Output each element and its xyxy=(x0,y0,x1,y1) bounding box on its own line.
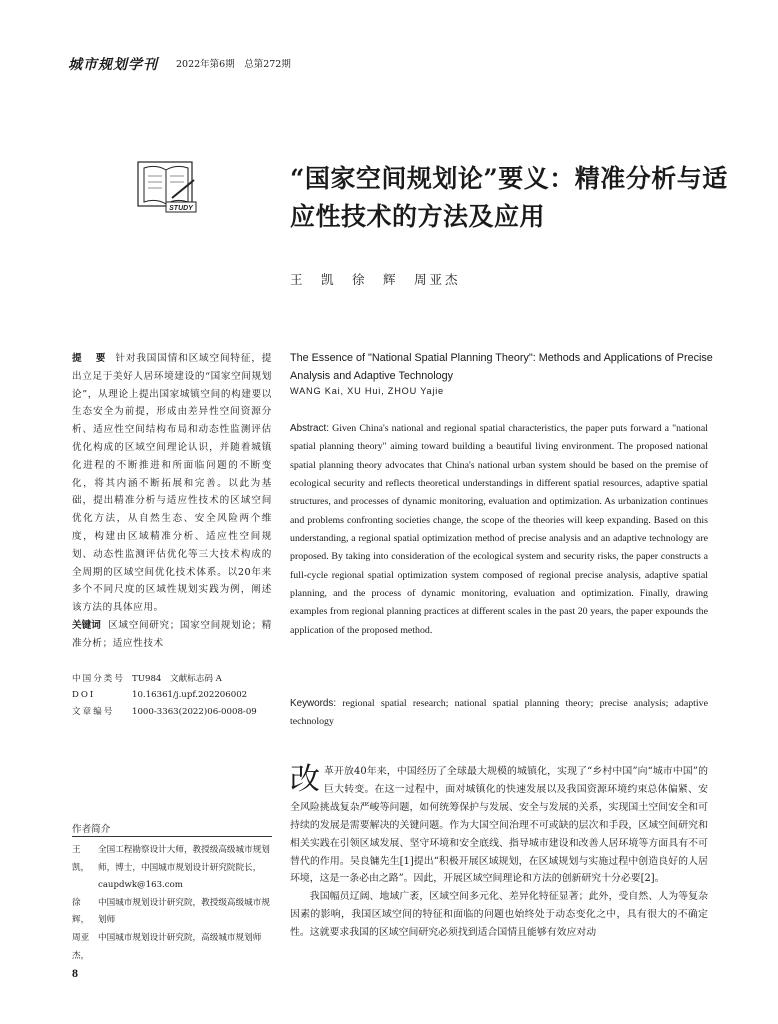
author-intro xyxy=(72,842,272,965)
english-abstract xyxy=(290,420,708,640)
author-entry xyxy=(72,895,272,930)
study-icon xyxy=(136,158,198,214)
author-entry-name: 徐 辉， xyxy=(72,897,90,926)
english-abstract-label: Abstract: xyxy=(290,423,329,434)
author-entry-text: 中国城市规划设计研究院，高级城市规划师 xyxy=(98,932,262,943)
author-entry-name: 周亚杰， xyxy=(72,932,90,961)
english-abstract-text: Given China's national and regional spatial characteristics, the paper puts forward a "national spatial planning theory" aiming toward building a beautiful living environment. The proposed national spatial planning theory advocates that China's national urban system should be based on the premise of ecological security and reflects theoretical understandings in different spatial resources, adaptive spatial structures, and processes of dynamic monitoring, evaluation and optimization. As urbanization continues and problems confronting societies change, the scope of the theories will keep expanding. Based on this understanding, a regional spatial optimization method of precise analysis and an adaptive technology are proposed. By taking into consideration of the ecological system and security risks, the paper constructs a full-cycle regional spatial optimization system composed of regional precise analysis, adaptive spatial planning, and the process of dynamic monitoring, evaluation and optimization. Finally, drawing examples from regional planning practices at different scales in the past 20 years, the paper expounds the application of the proposed method. xyxy=(290,423,708,636)
paragraph-2: 我国幅员辽阔、地域广袤，区域空间多元化、差异化特征显著；此外，受自然、人为等复杂因素的影响，我国区域空间的特征和面临的问题也始终处于动态变化之中，具有很大的不确定性。这就要求我国的区域空间研究必须找到适合国情且能够有效应对动 xyxy=(290,891,708,939)
page-number: 8 xyxy=(72,966,78,980)
body-text xyxy=(290,763,708,942)
issue-info: 2022年第6期 总第272期 xyxy=(176,59,291,70)
keywords-cn-text: 区域空间研究；国家空间规划论；精准分析；适应性技术 xyxy=(72,619,272,649)
study-icon-label: STUDY xyxy=(169,205,193,212)
article-title: “国家空间规划论”要义：精准分析与适应性技术的方法及应用 xyxy=(290,164,728,231)
article-meta xyxy=(72,671,282,720)
dropcap: 改 xyxy=(290,762,320,797)
abstract-cn-label: 提 要 xyxy=(72,353,108,364)
paragraph xyxy=(290,763,708,888)
author-entry-text: 中国城市规划设计研究院，教授级高级城市规划师 xyxy=(98,897,270,926)
author-entry xyxy=(72,842,272,895)
article-no-value: 1000-3363(2022)06-0008-09 xyxy=(132,706,257,717)
clc-value: TU984 文献标志码 A xyxy=(132,674,222,684)
doi-value: 10.16361/j.upf.202206002 xyxy=(132,690,248,701)
clc-label: 中国分类号 xyxy=(72,674,125,684)
doi-label: DOI xyxy=(72,690,96,701)
english-keywords-label: Keywords: xyxy=(290,698,337,709)
author-entry-name: 王 凯， xyxy=(72,845,90,873)
article-no-label: 文章编号 xyxy=(72,706,115,717)
english-authors: WANG Kai, XU Hui, ZHOU Yajie xyxy=(290,386,444,396)
paragraph-1: 革开放40年来，中国经历了全球最大规模的城镇化，实现了“乡村中国”向“城市中国”的巨大转变。在这一过程中，面对城镇化的快速发展以及我国资源环境约束总体偏紧、安全风险挑战复杂严峻等问题，如何统筹保护与发展、安全与发展的关系，实现国土空间安全和可持续的发展是需要解决的关键问题。作为大国空间治理不可或缺的层次和手段，区域空间研究和相关实践在引领区域发展、坚守环境和安全底线、指导城市建设和改善人居环境等方面具有不可替代的作用。吴良镛先生[1]提出“积极开展区域规划，在区域规划与实施过程中创造良好的人居环境，这是一条必由之路”。因此，开展区域空间理论和方法的创新研究十分必要[2]。 xyxy=(290,766,708,885)
author-intro-title: 作者简介 xyxy=(72,824,111,835)
abstract-cn-text: 针对我国国情和区域空间特征，提出立足于美好人居环境建设的“国家空间规划论”，从理论上提出国家城镇空间的构建要以生态安全为前提，形成由差异性空间资源分析、适应性空间结构布局和动态性监测评估优化构成的区域空间理论认识，并随着城镇化进程的不断推进和所面临问题的不断变化，将其内涵不断拓展和完善。以此为基础，提出精准分析与适应性技术的区域空间优化方法，从自然生态、安全风险两个维度，构建由区域精准分析、适应性空间规划、动态性监测评估优化等三大技术构成的全周期的区域空间优化技术体系。以20年来多个不同尺度的区域性规划实践为例，阐述该方法的具体应用。 xyxy=(72,353,272,614)
keywords-cn-label: 关键词 xyxy=(72,619,101,631)
english-keywords-text: regional spatial research; national spatial planning theory; precise analysis; adaptive technology xyxy=(290,698,708,727)
english-title: The Essence of "National Spatial Planning Theory": Methods and Applications of Precise Analysis and Adaptive Technology xyxy=(290,352,713,382)
author-intro-divider xyxy=(72,836,272,837)
english-keywords xyxy=(290,695,708,730)
author-entry xyxy=(72,930,272,965)
authors: 王 凯 徐 辉 周亚杰 xyxy=(290,272,461,287)
journal-logo: 城市规划学刊 xyxy=(68,57,158,73)
author-entry-text: 全国工程勘察设计大师，教授级高级城市规划师，博士，中国城市规划设计研究院院长，caupdwk@163.com xyxy=(98,845,270,891)
abstract-cn xyxy=(72,350,272,653)
